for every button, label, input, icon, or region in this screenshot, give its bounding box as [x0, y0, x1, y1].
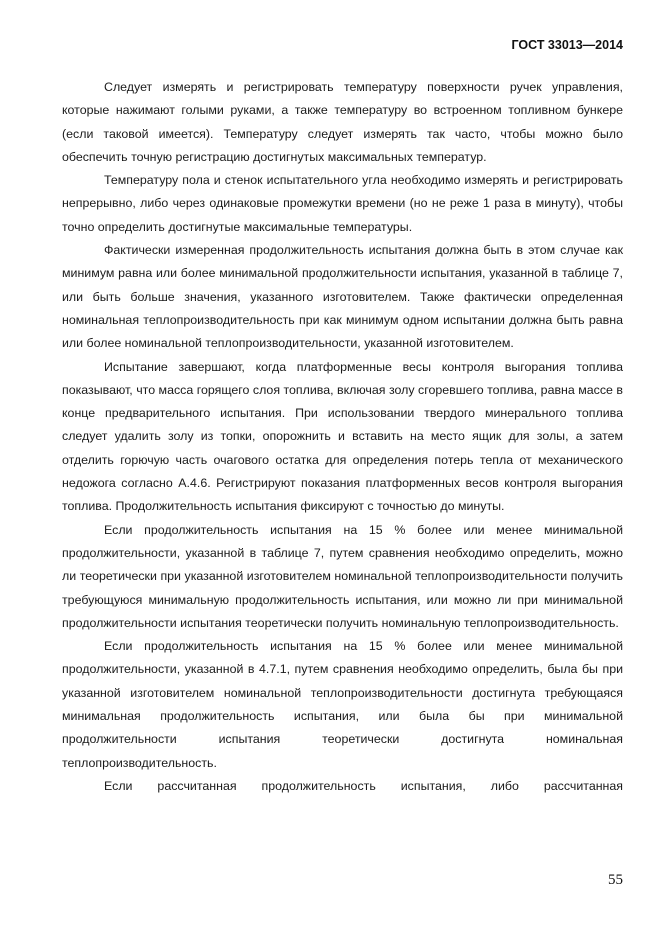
paragraph-test-completion: Испытание завершают, когда платформенные весы контроля выгорания топлива показывают, что масса горящего слоя топлива, включая золу сгоревшего топлива, равна массе в конце предварительного испытания. При использовании твердого минерального топлива следует удалить золу из топки, опорожнить и вставить на место ящик для золы, а затем отделить горючую часть очагового остатка для определения потерь тепла от механического недожога согласно А.4.6. Регистрируют показания платформенных весов контроля выгорания топлива. Продолжительность испытания фиксируют с точностью до минуты.	[62, 359, 623, 514]
paragraph-duration-471: Если продолжительность испытания на 15 % более или менее минимальной продолжительности, указанной в 4.7.1, путем сравнения необходимо определить, была бы при указанной изготовителем номинальной теплопроизводительности достигнута требующаяся минимальная продолжительность испытания, или была бы при минимальной продолжительности испытания теоретически достигнута номинальная теплопроизводительность.	[62, 639, 623, 770]
page-number: 55	[608, 872, 623, 888]
paragraph-test-duration: Фактически измеренная продолжительность испытания должна быть в этом случае как минимум равна или более минимальной продолжительности испытания, указанной в таблице 7, или быть больше значения, указанного изготовителем. Также фактически определенная номинальная теплопроизводительность при как минимум одном испытании должна быть равна или более номинальной теплопроизводительности, указанной изготовителем.	[62, 243, 623, 351]
paragraph-duration-table7: Если продолжительность испытания на 15 % более или менее минимальной продолжительности, указанной в таблице 7, путем сравнения необходимо определить, можно ли теоретически при указанной изготовителем номинальной теплопроизводительности получить требующуюся минимальную продолжительность испытания, или можно ли при минимальной продолжительности испытания теоретически получить номинальную теплопроизводительность.	[62, 522, 623, 630]
paragraph-calculated-duration: Если рассчитанная продолжительность испытания, либо рассчитанная	[104, 778, 623, 793]
paragraph-floor-wall-temperature: Температуру пола и стенок испытательного угла необходимо измерять и регистрировать непрерывно, либо через одинаковые промежутки времени (но не реже 1 раза в минуту), чтобы точно определить достигнутые максимальные температуры.	[62, 173, 623, 234]
body-text	[62, 76, 623, 798]
standard-designation: ГОСТ 33013—2014	[511, 38, 623, 52]
paragraph-surface-temperature: Следует измерять и регистрировать температуру поверхности ручек управления, которые нажимают голыми руками, а также температуру во встроенном топливном бункере (если таковой имеется). Температуру следует измерять так часто, чтобы можно было обеспечить точную регистрацию достигнутых максимальных температур.	[62, 80, 623, 164]
